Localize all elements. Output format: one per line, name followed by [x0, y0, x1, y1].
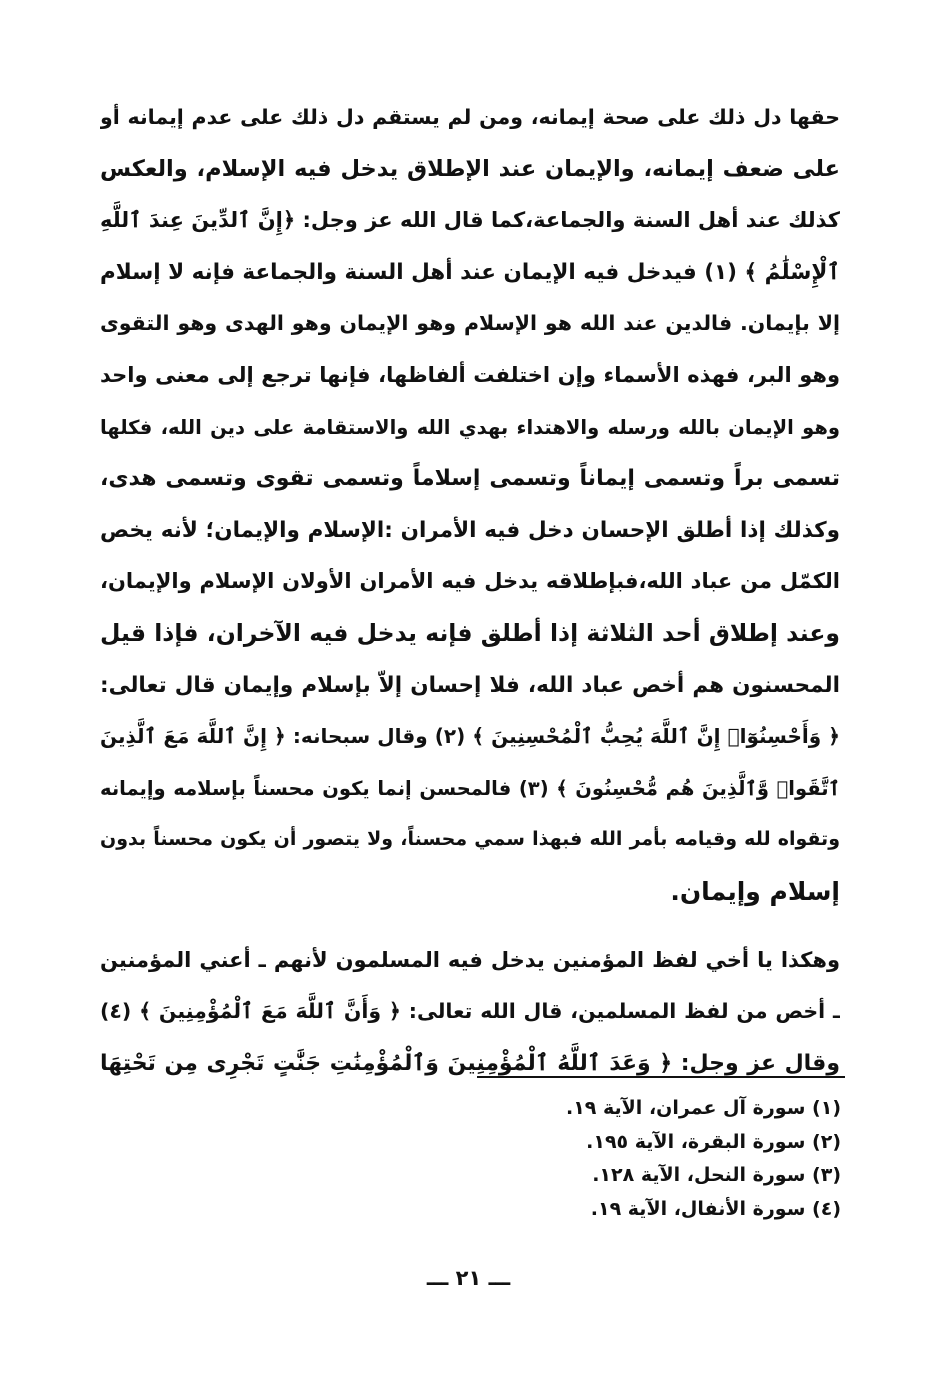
footnote-divider: [477, 1076, 845, 1078]
text-line: ـ أخص من لفظ المسلمين، قال الله تعالى: ﴿ وَأَنَّ ٱللَّهَ مَعَ ٱلْمُؤْمِنِينَ ﴾ (٤): [100, 999, 840, 1024]
text-line: المحسنون هم أخص عباد الله، فلا إحسان إلاّ بإسلام وإيمان قال تعالى:: [100, 672, 840, 698]
footnote: (٣) سورة النحل، الآية ١٢٨.: [592, 1164, 841, 1186]
text-line: الكمّل من عباد الله،فبإطلاقه يدخل فيه الأمران الأولان الإسلام والإيمان،: [100, 569, 840, 594]
text-line: وهو البر، فهذه الأسماء وإن اختلفت ألفاظها، فإنها ترجع إلى معنى واحد: [100, 362, 840, 387]
body-text: [100, 92, 840, 1089]
text-line: كذلك عند أهل السنة والجماعة،كما قال الله عز وجل: ﴿إِنَّ ٱلدِّينَ عِندَ ٱللَّهِ: [100, 208, 840, 233]
paragraph-2: [100, 935, 840, 1090]
text-line: إلا بإيمان. فالدين عند الله هو الإسلام وهو الإيمان وهو الهدى وهو التقوى: [100, 311, 840, 336]
page-number: ـــ ٢١ ـــ: [426, 1266, 511, 1290]
text-line: ﴿ وَأَحْسِنُوٓا۟ إِنَّ ٱللَّهَ يُحِبُّ ٱلْمُحْسِنِينَ ﴾ (٢) وقال سبحانه: ﴿ إِنَّ ٱللَّهَ مَعَ ٱلَّذِينَ: [100, 724, 840, 749]
text-line: وعند إطلاق أحد الثلاثة إذا أطلق فإنه يدخل فيه الآخران، فإذا قيل: [100, 618, 840, 647]
text-line: وقال عز وجل: ﴿ وَعَدَ ٱللَّهُ ٱلْمُؤْمِنِينَ وَٱلْمُؤْمِنَٰتِ جَنَّٰتٍ تَجْرِى مِن تَحْتِهَا: [100, 1050, 840, 1076]
paragraph-gap: [100, 918, 840, 935]
text-line: ٱتَّقَوا۟ وَّٱلَّذِينَ هُم مُّحْسِنُونَ ﴾ (٣) فالمحسن إنما يكون محسناً بإسلامه وإيمانه: [100, 776, 840, 800]
footnote: (١) سورة آل عمران، الآية ١٩.: [565, 1097, 841, 1119]
text-line: إسلام وإيمان.: [670, 876, 840, 906]
text-line: وهكذا يا أخي لفظ المؤمنين يدخل فيه المسلمون لأنهم ـ أعني المؤمنين: [100, 947, 840, 972]
text-line: ٱلْإِسْلَٰمُ ﴾ (١) فيدخل فيه الإيمان عند أهل السنة والجماعة فإنه لا إسلام: [100, 259, 840, 285]
paragraph-1: [100, 92, 840, 918]
footnote: (٤) سورة الأنفال، الآية ١٩.: [590, 1197, 841, 1220]
footnote: (٢) سورة البقرة، الآية ١٩٥.: [586, 1130, 841, 1153]
text-line: وتقواه لله وقيامه بأمر الله فبهذا سمي محسناً، ولا يتصور أن يكون محسناً بدون: [100, 828, 840, 851]
footnotes: [341, 1092, 841, 1226]
text-line: تسمى براً وتسمى إيماناً وتسمى إسلاماً وتسمى تقوى وتسمى هدى،: [100, 466, 840, 492]
text-line: على ضعف إيمانه، والإيمان عند الإطلاق يدخل فيه الإسلام، والعكس: [100, 155, 840, 182]
text-line: وهو الإيمان بالله ورسله والاهتداء بهدي الله والاستقامة على دين الله، فكلها: [100, 415, 840, 439]
text-line: وكذلك إذا أطلق الإحسان دخل فيه الأمران :الإسلام والإيمان؛ لأنه يخص: [100, 517, 840, 543]
text-line: حقها دل ذلك على صحة إيمانه، ومن لم يستقم دل ذلك على عدم إيمانه أو: [100, 105, 840, 129]
